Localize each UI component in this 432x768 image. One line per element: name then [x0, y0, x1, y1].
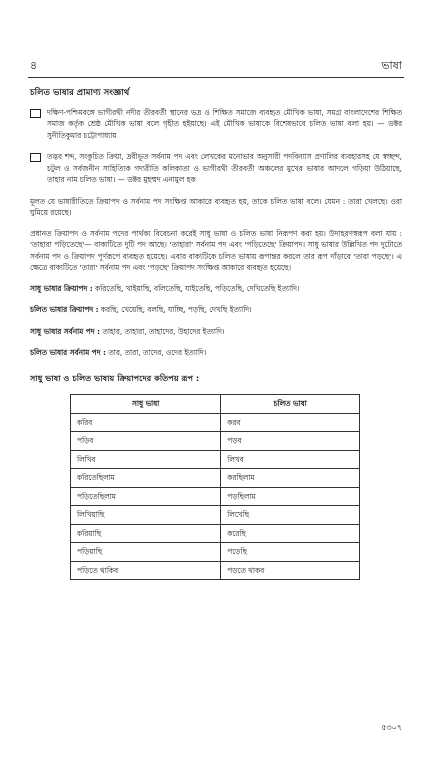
table-cell: লিখিয়াছি: [71, 506, 221, 525]
definition-text: দক্ষিণ-পশ্চিমবঙ্গে ভাগীরথী নদীর তীরবর্তী স্থানের ভদ্র ও শিক্ষিত সমাজে ব্যবহৃত মৌখিক ভাষা, সমগ্র বাংলাদেশের শিক্ষিত সমাজ কর্তৃক শ্রেষ্ঠ মৌখিক ভাষা বলে গৃহীত হইয়াছে। এই মৌখিক ভাষাকে বিশেষভাবে চলিত ভাষা বলা হয়। — ডক্টর সুনীতিকুমার চট্টোপাধ্যায়: [47, 107, 402, 140]
checkbox-icon: [30, 109, 41, 118]
definition-text: তদ্ভব শব্দ, সংকুচিত ক্রিয়া, দ্রবীভূত সর্বনাম পদ এবং লেখকের মনোভাব অনুসারী পদবিন্যাস প্রণালির ব্যবহারসহ যে স্বচ্ছন্দ, চটুল ও সর্বজনীন সাহিত্যিক গদ্যরীতি কলিকাতা ও ভাগীরথী তীরবর্তী অঞ্চলের মুখের ভাষার আদলে গড়িয়া উঠিয়াছে, তাহার নাম চলিত ভাষা। — ডক্টর মুহম্মদ এনামুল হক: [47, 152, 402, 184]
table-title: সাধু ভাষা ও চলিত ভাষায় ক্রিয়াপদের কতিপয় রূপ :: [30, 372, 200, 383]
footer-stamp: ৫৩০৭: [381, 723, 402, 732]
table-row: [71, 413, 360, 432]
verb-forms-table: [70, 394, 360, 580]
table-row: [71, 432, 360, 451]
word-list: [30, 347, 402, 359]
word-list-items: তাহার, তাহারা, তাহাদের, উহাদের ইত্যাদি।: [102, 326, 225, 336]
table-cell: লিখব: [221, 450, 360, 469]
word-list-label: চলিত ভাষার ক্রিয়াপদ :: [30, 305, 99, 314]
table-row: [71, 506, 360, 525]
table-cell: পড়িতে থাকিব: [71, 561, 221, 580]
word-list: [30, 283, 402, 295]
word-list-items: তার, তারা, তাদের, ওদের ইত্যাদি।: [108, 348, 207, 357]
paragraph: প্রধানত ক্রিয়াপদ ও সর্বনাম পদের পার্থক্য বিবেচনা করেই সাধু ভাষা ও চলিত ভাষা নিরূপণ করা হয়। উদাহরণস্বরূপ বলা যায় : 'তাহারা পড়িতেছে'— বাক্যটিতে দুটি পদ আছে। 'তাহারা' সর্বনাম পদ এবং 'পড়িতেছে' ক্রিয়াপদ। সাধু ভাষার উল্লিখিত পদ দুটোতে সর্বনাম পদ ও ক্রিয়াপদ পূর্ণরূপে ব্যবহৃত হয়েছে। এবার বাক্যটিকে চলিত ভাষায় রূপান্তর করলে তার রূপ দাঁড়াবে 'তারা পড়ছে'। এ ক্ষেত্রে বাক্যটিতে 'তারা' সর্বনাম পদ এবং 'পড়ছে' ক্রিয়াপদ সংক্ষিপ্ত আকারে ব্যবহৃত হয়েছে।: [30, 228, 402, 272]
word-list-items: করছি, খেয়েছি, বলছি, যাচ্ছি, পড়ছি, দেখছি ইত্যাদি।: [100, 305, 252, 314]
word-list: [30, 304, 402, 316]
table-cell: করছিলাম: [221, 469, 360, 488]
table-cell: পড়িয়াছি: [71, 543, 221, 562]
table-cell: করিতেছিলাম: [71, 469, 221, 488]
table-cell: পড়েছি: [221, 543, 360, 562]
table-row: [71, 543, 360, 562]
table-cell: পড়িব: [71, 432, 221, 451]
table-cell: পড়তে থাকব: [221, 561, 360, 580]
section-heading: চলিত ভাষার প্রামাণ্য সংজ্ঞার্থ: [30, 88, 130, 98]
table-cell: করিব: [71, 413, 221, 432]
page-content: [30, 88, 402, 580]
table-row: [71, 524, 360, 543]
paragraph: মূলত যে ভাষারীতিতে ক্রিয়াপদ ও সর্বনাম পদ সংক্ষিপ্ত আকারে ব্যবহৃত হয়, তাকে চলিত ভাষা বলে। যেমন : তারা খেলছে। ওরা ঘুমিয়ে রয়েছে।: [30, 196, 402, 217]
column-header: সাধু ভাষা: [71, 395, 221, 414]
word-list-label: সাধু ভাষার ক্রিয়াপদ :: [30, 283, 93, 293]
table-cell: পড়িতেছিলাম: [71, 487, 221, 506]
checkbox-icon: [30, 153, 41, 162]
word-list-label: চলিত ভাষার সর্বনাম পদ :: [30, 348, 106, 357]
table-row: [71, 469, 360, 488]
column-header: চলিত ভাষা: [221, 395, 360, 414]
header-rule: [28, 77, 404, 78]
table-row: [71, 450, 360, 469]
page-number: ৪: [30, 59, 38, 72]
table-cell: লিখেছি: [221, 506, 360, 525]
definition-item: [30, 151, 402, 186]
table-cell: করেছি: [221, 524, 360, 543]
table-row: [71, 561, 360, 580]
word-list-label: সাধু ভাষার সর্বনাম পদ :: [30, 326, 101, 336]
running-header: ভাষা: [381, 59, 402, 72]
definition-item: [30, 107, 402, 142]
table-cell: করব: [221, 413, 360, 432]
word-list: [30, 326, 402, 338]
table-cell: লিখিব: [71, 450, 221, 469]
table-cell: পড়ছিলাম: [221, 487, 360, 506]
table-header-row: [71, 395, 360, 414]
table-cell: পড়ব: [221, 432, 360, 451]
table-cell: করিয়াছি: [71, 524, 221, 543]
table-row: [71, 487, 360, 506]
word-list-items: করিতেছি, খাইয়াছি, বলিতেছি, যাইতেছি, পড়িতেছি, দেখিতেছি ইত্যাদি।: [95, 283, 300, 293]
